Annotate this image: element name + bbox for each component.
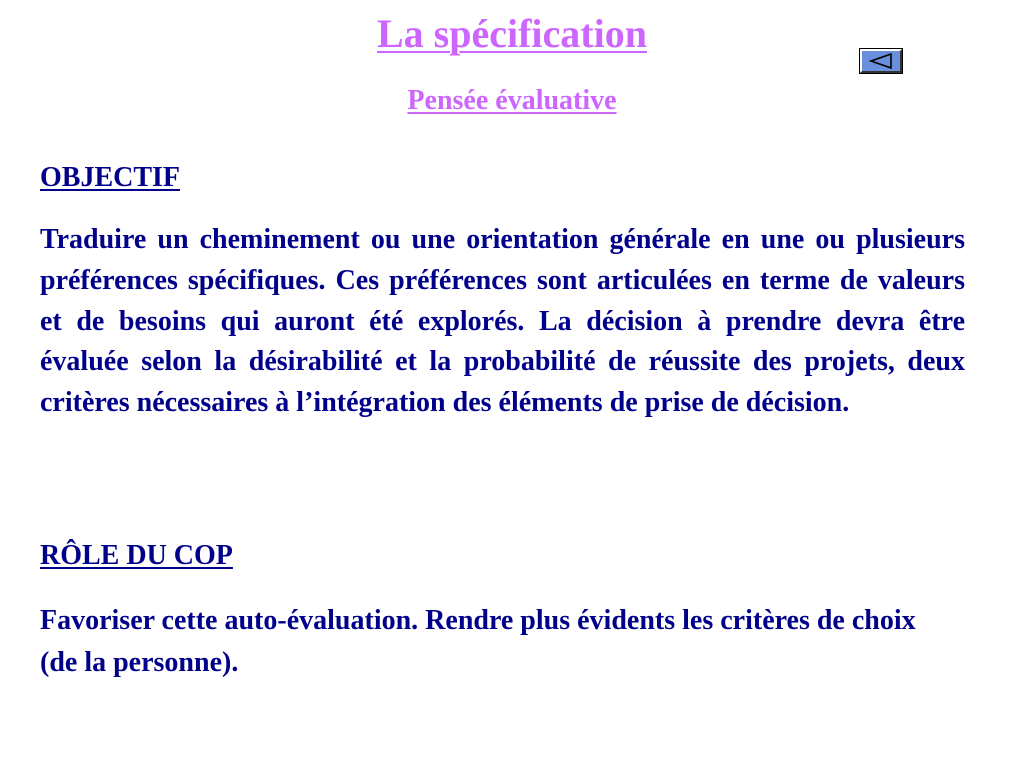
objectif-heading: OBJECTIF (40, 162, 181, 193)
back-button[interactable] (860, 49, 902, 73)
left-triangle-icon (862, 51, 900, 71)
objectif-paragraph: Traduire un cheminement ou une orientation générale en une ou plusieurs préférences spécifiques. Ces préférences sont articulées en terme de valeurs et de besoins qui auront été explorés. La décision à prendre devra être évaluée selon la désirabilité et la probabilité de réussite des projets, deux critères nécessaires à l’intégration des éléments de prise de décision. (40, 224, 965, 419)
role-paragraph: Favoriser cette auto-évaluation. Rendre plus évidents les critères de choix (de la personne). (40, 605, 916, 678)
slide-subtitle: Pensée évaluative (407, 85, 617, 116)
role-heading: RÔLE DU COP (40, 540, 233, 571)
slide-title: La spécification (377, 11, 647, 56)
